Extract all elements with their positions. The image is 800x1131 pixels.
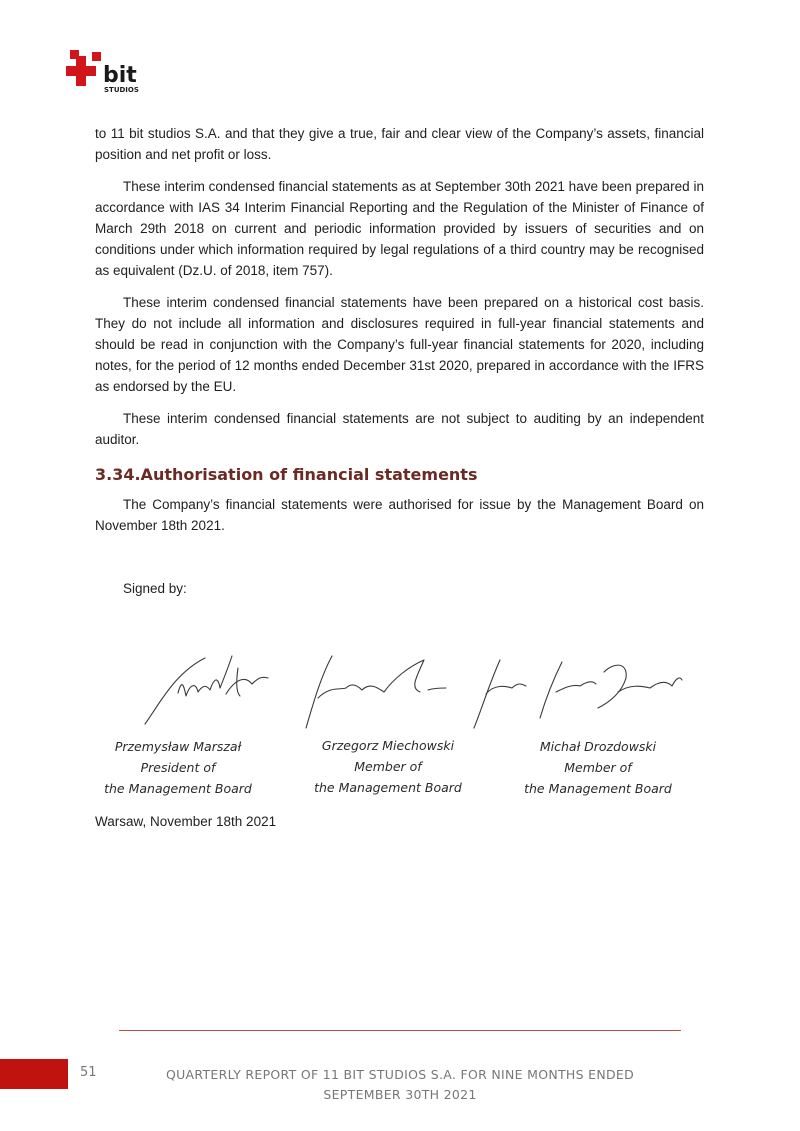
signer-board: the Management Board — [314, 780, 462, 795]
signer-role: Member of — [564, 760, 632, 775]
paragraph-3: These interim condensed financial statements have been prepared on a historical cost basis. They do not include all information and disclosures required in full-year financial statements and should be read in conjunction with the Company’s full-year financial statements for 2020, including notes, for the period of 12 months ended December 31st 2020, prepared in accordance with the IFRS as endorsed by the EU. — [95, 295, 704, 394]
signer-board: the Management Board — [104, 781, 252, 796]
signature-marszal — [145, 656, 268, 724]
logo-text: bit — [103, 63, 137, 88]
footer-report-title — [150, 1065, 650, 1105]
authorisation-text: The Company’s financial statements were authorised for issue by the Management Board on November 18th 2021. — [95, 497, 704, 533]
signer-name: Przemysław Marszał — [114, 739, 242, 754]
signature-drozdowski — [474, 660, 682, 728]
footer-line-1: QUARTERLY REPORT OF 11 BIT STUDIOS S.A. FOR NINE MONTHS ENDED — [165, 1067, 635, 1082]
place-and-date: Warsaw, November 18th 2021 — [95, 814, 277, 829]
signer-name: Grzegorz Miechowski — [321, 738, 455, 753]
section-heading: 3.34.Authorisation of financial statements — [95, 465, 478, 484]
signer-role: President of — [140, 760, 216, 775]
signer-member-2 — [498, 736, 698, 799]
signer-president — [78, 736, 278, 799]
paragraph-4: These interim condensed financial statements are not subject to auditing by an independent auditor. — [95, 411, 704, 447]
signer-name: Michał Drozdowski — [539, 739, 657, 754]
paragraph-1: to 11 bit studios S.A. and that they give a true, fair and clear view of the Company’s assets, financial position and net profit or loss. — [95, 126, 704, 162]
footer-accent-block — [0, 1059, 68, 1089]
body-text — [95, 123, 704, 461]
page-number: 51 — [80, 1065, 97, 1080]
signed-by-label: Signed by: — [123, 581, 187, 596]
signer-board: the Management Board — [524, 781, 672, 796]
paragraph-2: These interim condensed financial statements as at September 30th 2021 have been prepared in accordance with IAS 34 Interim Financial Reporting and the Regulation of the Minister of Finance of March 29th 2018 on current and periodic information provided by issuers of securities and on conditions under which information required by legal regulations of a third country may be recognised as equivalent (Dz.U. of 2018, item 757). — [95, 179, 704, 278]
signer-member-1 — [288, 735, 488, 798]
signature-miechowski — [306, 656, 446, 728]
footer-line-2: SEPTEMBER 30TH 2021 — [323, 1087, 477, 1102]
company-logo — [66, 48, 150, 94]
logo-subtext: STUDIOS — [104, 86, 139, 94]
signatures — [0, 648, 800, 738]
footer-divider — [119, 1030, 681, 1031]
signer-role: Member of — [354, 759, 422, 774]
